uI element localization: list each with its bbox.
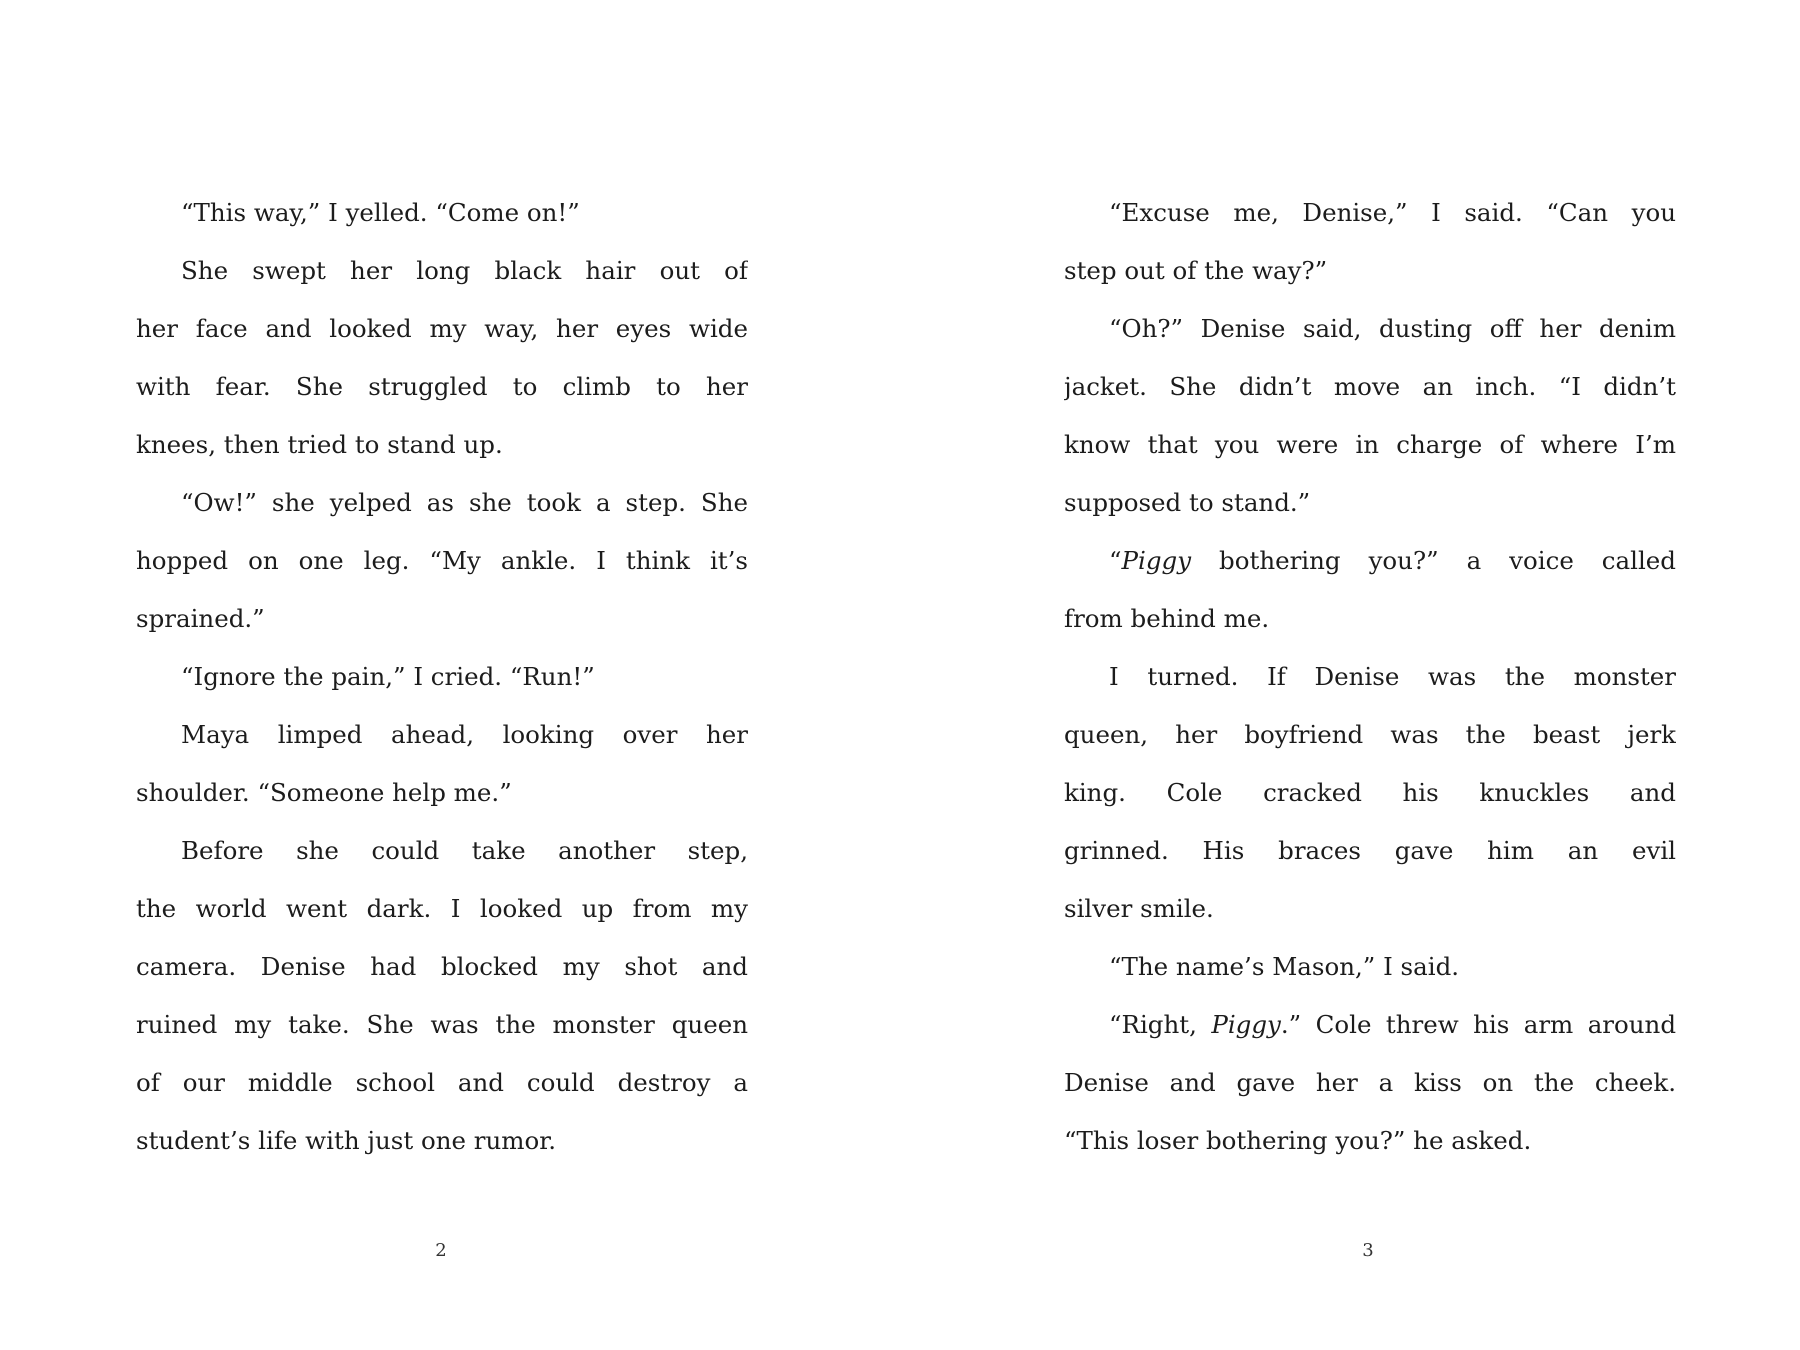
- text-segment: know that you were in charge of where I’m: [1064, 430, 1676, 459]
- text-line: [136, 532, 748, 590]
- text-line: [1064, 590, 1676, 648]
- text-segment: Before she could take another step,: [181, 836, 748, 865]
- text-segment: step out of the way?”: [1064, 256, 1328, 285]
- right-page-text: [1064, 184, 1676, 1170]
- text-segment: sprained.”: [136, 604, 265, 633]
- text-segment: supposed to stand.”: [1064, 488, 1311, 517]
- italic-text: Piggy: [1121, 546, 1192, 575]
- text-line: [1064, 358, 1676, 416]
- text-line: [136, 822, 748, 880]
- text-segment: ruined my take. She was the monster queen: [136, 1010, 748, 1039]
- text-line: [136, 706, 748, 764]
- text-segment: with fear. She struggled to climb to her: [136, 372, 748, 401]
- text-segment: hopped on one leg. “My ankle. I think it’s: [136, 546, 748, 575]
- text-segment: Maya limped ahead, looking over her: [181, 720, 748, 749]
- text-segment: “: [1109, 546, 1122, 575]
- text-segment: of our middle school and could destroy a: [136, 1068, 748, 1097]
- text-line: [1064, 938, 1676, 996]
- text-line: [136, 764, 748, 822]
- text-line: [136, 1112, 748, 1170]
- text-segment: grinned. His braces gave him an evil: [1064, 836, 1676, 865]
- text-line: [136, 474, 748, 532]
- text-segment: “Oh?” Denise said, dusting off her denim: [1109, 314, 1676, 343]
- text-segment: She swept her long black hair out of: [181, 256, 748, 285]
- text-line: [1064, 1054, 1676, 1112]
- text-segment: student’s life with just one rumor.: [136, 1126, 557, 1155]
- text-line: [1064, 300, 1676, 358]
- text-line: [1064, 474, 1676, 532]
- text-line: [1064, 416, 1676, 474]
- text-line: [1064, 184, 1676, 242]
- italic-text: Piggy: [1211, 1010, 1281, 1039]
- text-segment: “Ignore the pain,” I cried. “Run!”: [181, 662, 595, 691]
- text-segment: the world went dark. I looked up from my: [136, 894, 748, 923]
- text-segment: .” Cole threw his arm around: [1280, 1010, 1676, 1039]
- text-segment: I turned. If Denise was the monster: [1109, 662, 1676, 691]
- text-segment: “This loser bothering you?” he asked.: [1064, 1126, 1532, 1155]
- text-segment: bothering you?” a voice called: [1191, 546, 1676, 575]
- text-segment: “The name’s Mason,” I said.: [1109, 952, 1460, 981]
- text-line: [1064, 706, 1676, 764]
- text-line: [1064, 242, 1676, 300]
- text-segment: king. Cole cracked his knuckles and: [1064, 778, 1676, 807]
- text-line: [1064, 532, 1676, 590]
- text-segment: jacket. She didn’t move an inch. “I didn’t: [1064, 372, 1676, 401]
- right-page: [900, 0, 1800, 1350]
- text-line: [1064, 880, 1676, 938]
- text-segment: knees, then tried to stand up.: [136, 430, 503, 459]
- text-segment: Denise and gave her a kiss on the cheek.: [1064, 1068, 1676, 1097]
- text-line: [1064, 1112, 1676, 1170]
- left-page-text: [136, 184, 748, 1170]
- text-line: [1064, 822, 1676, 880]
- text-line: [1064, 996, 1676, 1054]
- text-line: [136, 648, 748, 706]
- text-line: [136, 938, 748, 996]
- text-segment: camera. Denise had blocked my shot and: [136, 952, 748, 981]
- text-segment: her face and looked my way, her eyes wide: [136, 314, 748, 343]
- text-segment: “Excuse me, Denise,” I said. “Can you: [1109, 198, 1676, 227]
- page-number: 2: [435, 1240, 447, 1261]
- text-segment: “This way,” I yelled. “Come on!”: [181, 198, 580, 227]
- text-line: [136, 996, 748, 1054]
- text-line: [1064, 648, 1676, 706]
- text-line: [136, 880, 748, 938]
- text-line: [136, 416, 748, 474]
- text-line: [136, 184, 748, 242]
- text-line: [136, 300, 748, 358]
- text-segment: queen, her boyfriend was the beast jerk: [1064, 720, 1676, 749]
- text-line: [136, 358, 748, 416]
- text-line: [136, 1054, 748, 1112]
- text-segment: shoulder. “Someone help me.”: [136, 778, 512, 807]
- text-segment: “Ow!” she yelped as she took a step. She: [181, 488, 748, 517]
- text-line: [1064, 764, 1676, 822]
- text-segment: silver smile.: [1064, 894, 1214, 923]
- text-line: [136, 242, 748, 300]
- page-number: 3: [1362, 1240, 1374, 1261]
- text-line: [136, 590, 748, 648]
- text-segment: from behind me.: [1064, 604, 1270, 633]
- text-segment: “Right,: [1109, 1010, 1212, 1039]
